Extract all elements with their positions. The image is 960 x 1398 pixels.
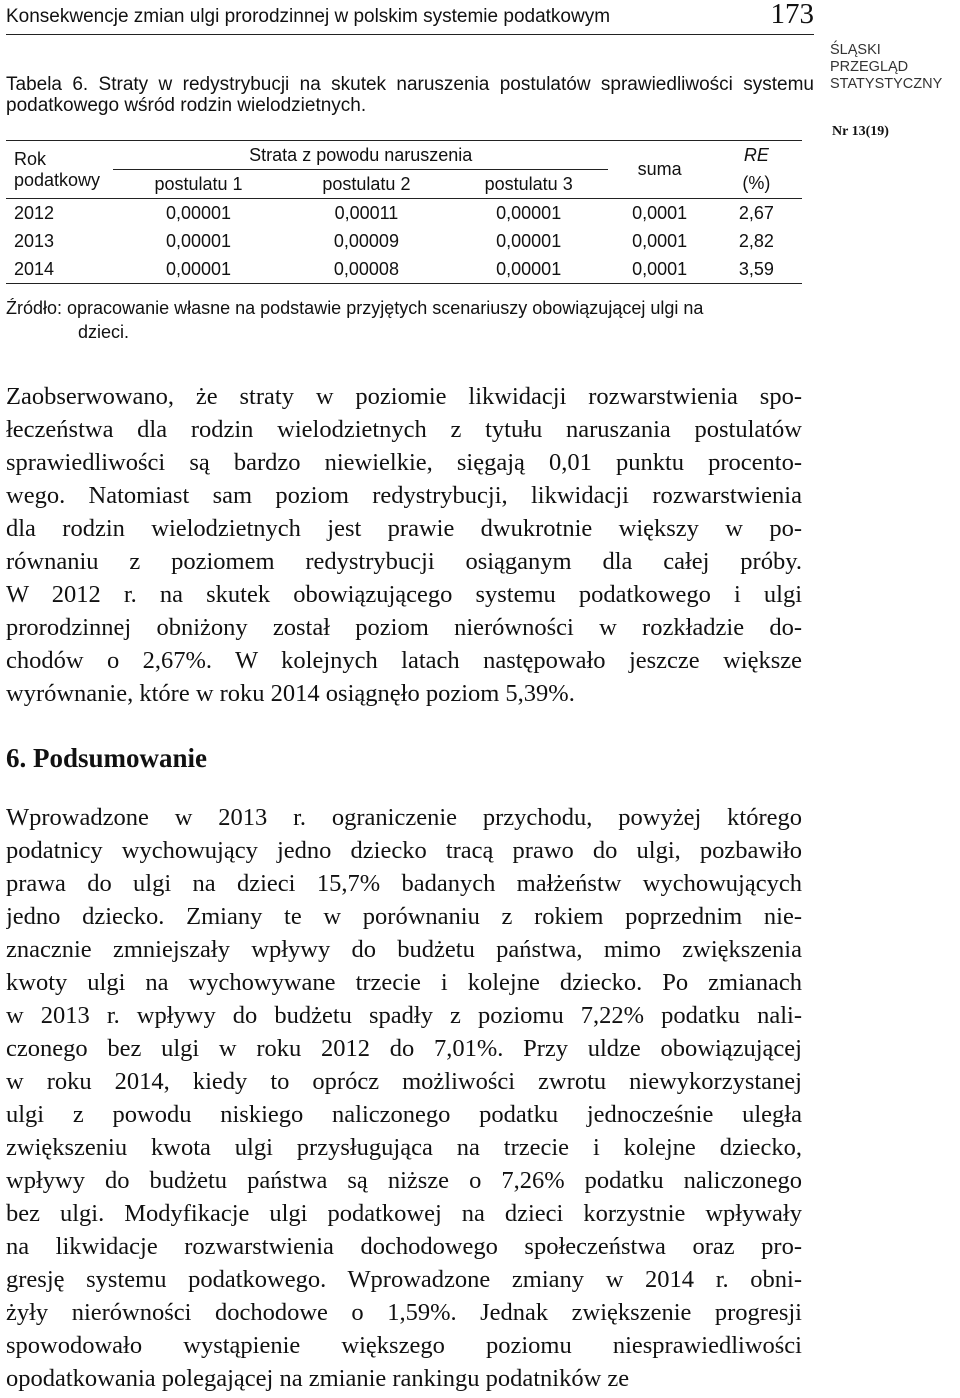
text-line: w roku 2014, kiedy to oprócz możliwości zwrotu niewykorzystanej (6, 1068, 802, 1095)
text-line: znacznie zmniejszały wpływy do budżetu państwa, mimo zwiększenia (6, 936, 802, 963)
cell-re: 2,67 (738, 202, 774, 223)
text-line: W 2012 r. na skutek obowiązującego systemu podatkowego i ulgi (6, 581, 802, 608)
cell-re: 3,59 (738, 258, 774, 279)
journal-name (830, 42, 958, 93)
text-line: na likwidacje rozwarstwienia dochodowego społeczeństwa oraz pro- (6, 1233, 802, 1260)
text-line: Zaobserwowano, że straty w poziomie likwidacji rozwarstwienia spo- (6, 383, 802, 410)
text-line: dla rodzin wielodzietnych jest prawie dwukrotnie większy w po- (6, 515, 802, 542)
cell-year: 2014 (14, 258, 55, 279)
text-line: sprawiedliwości są bardzo niewielkie, sięgają 0,01 punktu procento- (6, 449, 802, 476)
cell-p1: 0,00001 (165, 258, 232, 279)
table-row (6, 199, 802, 228)
data-table (6, 140, 802, 284)
journal-name-line2: PRZEGLĄD (830, 59, 909, 75)
text-line: prawa do ulgi na dzieci 15,7% badanych małżeństw wychowujących (6, 870, 802, 897)
text-line: wpływy do budżetu państwa są niższe o 7,26% podatku naliczonego (6, 1167, 802, 1194)
header-re-unit: (%) (742, 173, 771, 194)
subheader-postulate-1: postulatu 1 (154, 173, 243, 194)
cell-p3: 0,00001 (496, 258, 562, 279)
text-line: wego. Natomiast sam poziom redystrybucji, likwidacji rozwarstwienia (6, 482, 802, 509)
paragraph-results (6, 380, 802, 710)
text-line: ulgi z powodu niskiego naliczonego podatku jednocześnie uległa (6, 1101, 802, 1128)
text-line: równaniu z poziomem redystrybucji osiąganym dla całej próby. (6, 548, 802, 575)
journal-name-line1: ŚLĄSKI (830, 42, 881, 58)
table-row (6, 227, 802, 255)
text-line: zwiększeniu kwota ulgi przysługująca na trzecie i kolejne dziecko, (6, 1134, 802, 1161)
cell-p2: 0,00008 (333, 258, 399, 279)
header-loss-group: Strata z powodu naruszenia (113, 141, 608, 170)
text-line: chodów o 2,67%. W kolejnych latach następowało jeszcze większe (6, 647, 802, 674)
journal-issue: Nr 13(19) (832, 124, 889, 139)
text-line: w 2013 r. wpływy do budżetu spadły z poziomu 7,22% podatku nali- (6, 1002, 802, 1029)
text-line: łeczeństwa dla rodzin wielodzietnych z tytułu naruszania postulatów (6, 416, 802, 443)
text-line: bez ulgi. Modyfikacje ulgi podatkowej na dzieci korzystnie wpływały (6, 1200, 802, 1227)
table-caption: Tabela 6. Straty w redystrybucji na skutek naruszenia postulatów sprawiedliwości systemu podatkowego wśród rodzin wielodzietnych. (6, 74, 814, 116)
source-line-2: dzieci. (78, 322, 130, 342)
text-line: Wprowadzone w 2013 r. ograniczenie przychodu, powyżej którego (6, 804, 802, 831)
cell-p3: 0,00001 (496, 230, 562, 251)
text-line: kwoty ulgi na wychowywane trzecie i kolejne dziecko. Po zmianach (6, 969, 802, 996)
text-line: prorodzinnej obniżony został poziom nierówności w rozkładzie do- (6, 614, 802, 641)
journal-name-line3: STATYSTYCZNY (830, 76, 943, 92)
cell-p1: 0,00001 (165, 230, 232, 251)
header-year: Rok podatkowy (14, 148, 101, 190)
cell-p3: 0,00001 (496, 202, 562, 223)
text-line: opodatkowania polegającej na zmianie rankingu podatników ze (6, 1365, 630, 1392)
subheader-postulate-3: postulatu 3 (484, 173, 573, 194)
text-line: wyrównanie, które w roku 2014 osiągnęło poziom 5,39%. (6, 680, 575, 707)
section-heading: 6. Podsumowanie (6, 743, 208, 773)
paragraph-summary (6, 801, 802, 1395)
cell-sum: 0,0001 (632, 258, 688, 279)
page-number: 173 (770, 0, 814, 30)
cell-re: 2,82 (738, 230, 774, 251)
table-source (6, 296, 814, 344)
text-line: podatnicy wychowujący jedno dziecko tracą prawo do ulgi, pozbawiło (6, 837, 802, 864)
cell-p2: 0,00009 (333, 230, 399, 251)
text-line: żyły nierówności dochodowe o 1,59%. Jednak zwiększenie progresji (6, 1299, 802, 1326)
header-re: RE (743, 144, 769, 165)
cell-year: 2013 (14, 230, 55, 251)
table-row (6, 255, 802, 284)
cell-p1: 0,00001 (165, 202, 232, 223)
cell-sum: 0,0001 (632, 230, 688, 251)
running-title: Konsekwencje zmian ulgi prorodzinnej w polskim systemie podatkowym (6, 6, 611, 27)
running-header (6, 0, 814, 35)
subheader-postulate-2: postulatu 2 (322, 173, 411, 194)
cell-sum: 0,0001 (632, 202, 688, 223)
cell-year: 2012 (14, 202, 55, 223)
text-line: czonego bez ulgi w roku 2012 do 7,01%. Przy uldze obowiązującej (6, 1035, 802, 1062)
text-line: jedno dziecko. Zmiany te w porównaniu z rokiem poprzednim nie- (6, 903, 802, 930)
source-line-1: Źródło: opracowanie własne na podstawie przyjętych scenariuszy obowiązującej ulgi na (6, 298, 704, 318)
cell-p2: 0,00011 (334, 202, 399, 223)
text-line: gresję systemu podatkowego. Wprowadzone zmiany w 2014 r. obni- (6, 1266, 802, 1293)
header-sum: suma (637, 159, 682, 179)
text-line: spowodowało wystąpienie większego poziomu niesprawiedliwości (6, 1332, 802, 1359)
